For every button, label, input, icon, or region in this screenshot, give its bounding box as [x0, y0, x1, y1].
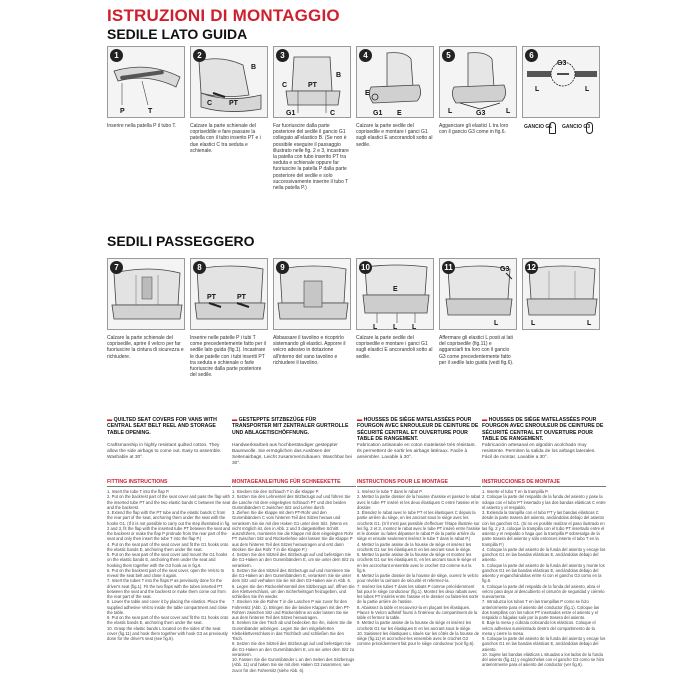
instruction-step: 3. Extend the flap with the PT tube and the elastic bands C from the rear part of the seat, anchoring them under the seat with the hooks G1. (If it is not possible to carry out the step illustrated in fig. 2 and 3, fit the flap with the inserted tube PT between the seat and the backrest or make the flap P protrude from the rear part of the seat and only then insert the tube T into the flap P.) — [107, 510, 231, 542]
instruction-step: 10. Grasp the elastic bands L located on the sides of the seat cover (fig.11) and hook them together with hook G3 as previously done for the driver's seat (see fig.6). — [107, 625, 228, 641]
product-title-es: ▬ HOUSSES DE SIÈGE MATELASSÉES POUR FOURGON AVEC ENROULEUR DE CEINTURE DE SÉCURITÉ CENTRAL ET OUVERTURE POUR TABLE DE RANGEMENT. — [482, 417, 604, 442]
instruction-step: 4. Coloque la parte del asiento de la funda del asiento y encaje los ganchos G1 en las bandas elásticas E, anclándolas debajo del asiento. — [482, 546, 606, 563]
instruction-step: 8. Lower the table and cover it by placing the elastics. Place the supplied adhesive Velcro inside the table compartment and close the table. — [107, 599, 228, 615]
instruction-step: 3. Ziehen Sie die Klappe mit dem PT-Rohr und den Gummibändern C vom hinteren Teil des Sitzes heraus und verankern Sie sie mit den Haken G1 unter dem Sitz. (Wenn es nicht möglich ist, den in Abb. 2 und 3 dargestellten Schritt auszuführen, montieren Sie die Klappe mit dem eingelegten Rohr PT zwischen Sitz und Rückenlehne oder lassen Sie die Klappe P aus dem hinteren Teil des Sitzes herausragen und erst dann stecken Sie das Rohr T in die Klappe P.) — [232, 510, 354, 552]
step-8-text: Inserire nelle patelle P i tubi T come precedentemente fatto per il sedile lato guida (fig.1). Incastrare le due patelle con i tubi inseriti PT tra seduta e schienale o farle fuoriuscire dalla parte posteriore del sedile. — [190, 335, 266, 379]
instruction-step: 7. Introduzca los tubos T en las trampillas P como se hizo anteriormente para el asiento del conductor (fig.1). Coloque las dos trampillas con los tubos PT insertados entre el asiento y el respaldo o hágalas salir por la parte trasera del asiento. — [482, 599, 600, 620]
step-4-text: Calzare la parte sedile del coprisedile e montare i ganci G1 sugli elastici E ancorandoli sotto al sedile. — [356, 123, 433, 148]
label-l: L — [448, 108, 453, 115]
hook-g3-icon — [586, 122, 593, 134]
instructions-body-en — [107, 489, 231, 697]
step-number: 7 — [110, 261, 123, 274]
instruction-step: 2. Put on the backrest part of the seat cover and pass the flap with the inserted tube PT and the two elastic bands C between the seat and the backrest. — [107, 494, 231, 510]
step-number: 8 — [193, 261, 206, 274]
step-7-illustration — [107, 258, 185, 330]
product-title-en: ▬ QUILTED SEAT COVERS FOR VANS WITH CENTRAL SEAT BELT REEL AND STORAGE TABLE OPENING. — [107, 417, 217, 436]
instruction-step: 2. Mettez la partie dossier de la housse d'assise et passez le rabat avec le tube PT inséré et les deux élastiques C entre l'assise et le dossier. — [357, 494, 481, 510]
step-11-text: Affermare gli elastici L posti ai lati del coprisedile (fig.11) e agganciarli tra loro con il gancio G3 come precedentemente fatto per il sedile lato guida (vedi fig.6). — [439, 335, 514, 366]
instruction-step: 8. Baje la mesa y cúbrala colocando los elásticos. Coloque el velcro adhesivo suministrado dentro del compartimento de la mesa y cierre la mesa. — [482, 620, 596, 636]
instructions-title-es: INSTRUCCIONES DE MONTAJE — [482, 479, 606, 487]
step-10-illustration — [356, 258, 434, 330]
hook-g1-icon — [549, 122, 556, 134]
label-e: E — [397, 110, 402, 117]
label-t: T — [148, 108, 153, 115]
instruction-step: 5. Coloque la parte del asiento de la funda del asiento y monte los ganchos G1 en las bandas elásticas E, anclándolas debajo del asiento y enganchándolas entre sí con el gancho G3 como en la fig.6. — [482, 562, 605, 584]
step-number: 6 — [525, 49, 538, 62]
instruction-step: 5. Mettez la partie assise de la housse de siège et montez les crochets G1 sur les élastiques E, en les ancrant sous le siège et en les accrochant ensemble avec le crochet G3 comme sur la fig.6. — [357, 552, 476, 573]
section-title-driver-seat: SEDILE LATO GUIDA — [107, 26, 248, 42]
step-11-illustration — [439, 258, 517, 330]
product-intro-en: Craftsmanship in highly resistant quilted cotton. They allow the side airbags to come out. Easy to assemble. Washable at 30°. — [107, 443, 222, 460]
step-4-illustration — [356, 46, 434, 118]
instruction-step: 10. Saisissez les élastiques L situés sur les côtés de la housse de siège (fig.11) et accrochez-les ensemble avec le crochet G3 comme précédemment fait pour le siège conducteur (voir fig.6). — [357, 630, 480, 647]
label-c: C — [330, 110, 336, 117]
instruction-step: 7. Stecken Sie die Rohre T in die Laschen P wie zuvor für den Fahrersitz (Abb. 1). Bringen Sie die beiden Klappen mit den PT-Rohren zwischen Sitz und Rückenlehne an oder lassen Sie sie aus dem hinteren Teil des Sitzes herausragen. — [232, 599, 351, 620]
product-title-fr: ▬ HOUSSES DE SIÈGE MATELASSÉES POUR FOURGON AVEC ENROULEUR DE CEINTURE DE SÉCURITÉ CENTRAL ET OUVERTURE POUR TABLE DE RANGEMENT. — [357, 417, 479, 442]
instruction-step: 6. Legen Sie den Rückenlehnenteil des Sitzbezugs auf, öffnen Sie den Klettverschluss, um den Sicherheitsgurt freizugeben, und schließen Sie ihn wieder. — [232, 583, 355, 599]
section-title-passenger-seats: SEDILI PASSEGGERO — [107, 233, 255, 249]
instruction-step: 9. Mettez la partie assise de la housse de siège et insérez les crochets G1 sur les élastiques E en les ancrant sous le siège. — [357, 620, 472, 631]
step-number: 4 — [359, 49, 372, 62]
step-5-text: Agganciare gli elastici L tra loro con il gancio G3 come in fig.6. — [439, 123, 509, 136]
instruction-step: 3. Étendez le rabat avec le tube PT et les élastiques C depuis la partie arrière du siège, en les ancrant sous le siège avec les crochets G1. (S'il n'est pas possible d'effectuer l'étape illustrée sur les fig. 2 et 3, montez le rabat avec le tube PT inséré entre l'assise et le dossier ou faites dépasser le rabat P de la partie arrière du siège et ensuite seulement insérez le tube T dans le rabat P.) — [357, 510, 481, 542]
hook-g1-label: GANCIO G1 — [524, 124, 553, 130]
instructions-body-fr — [357, 489, 481, 697]
step-9-illustration — [273, 258, 351, 330]
step-number: 11 — [442, 261, 455, 274]
label-g3: G3 — [500, 266, 510, 273]
label-b: B — [251, 64, 257, 71]
instruction-step: 4. Put on the seat part of the seat cover and fit the G1 hooks onto the elastic bands E, anchoring them under the seat. — [107, 541, 229, 552]
step-3-illustration — [273, 46, 351, 118]
label-c: C — [207, 100, 213, 107]
step-10-text: Calzare la parte sedile del coprisedile e montare i ganci G1 sugli elastici E ancorandoli sotto al sedile. — [356, 335, 433, 360]
instructions-title-fr: INSTRUCTIONS POUR LE MONTAGE — [357, 479, 481, 487]
instruction-step: 6. Coloque la parte del respaldo de la funda del asiento, abra el velcro para dejar al descubierto el cinturón de seguridad y ciérrelo nuevamente. — [482, 583, 605, 599]
label-pt: PT — [229, 100, 238, 107]
step-2-text: Calzare la parte schienale del copriseddile e fare passare la patella con il tubo inserito PT e i due elastici C tra seduta e schienale. — [190, 123, 261, 154]
step-number: 10 — [359, 261, 372, 274]
label-g3: G3 — [476, 110, 486, 117]
instruction-step: 9. Put on the seat part of the seat cover and fit the G1 hooks onto the elastic bands E, anchoring them under the seat. — [107, 615, 229, 626]
label-l: L — [373, 324, 378, 331]
instruction-step: 7. Insérez les tubes T dans les rabats P comme précédemment fait pour le siège conducteur (fig.1). Montez les deux rabats avec les tubes PT insérés entre l'assise et le dossier ou faites-les sortir de la partie arrière de l'assise. — [357, 583, 479, 605]
label-g3: G3 — [557, 60, 567, 67]
step-9-text: Abbassare il tavolino e ricoprirlo sistemando gli elastici. Apporre il velcro adesivo in dotazione all'interno del vano tavolino e richiudere il tavolino. — [273, 335, 346, 366]
step-3-text: Far fuoriuscire dalla parte posteriore del sedile il gancio G1 collegato all'elastico B. (Se non è possibile eseguire il passaggio illustrato nelle fig. 2 e 3, incastrare la patella con tubo inserito PT tra seduta e schienale oppure far fuoriuscire la patella P dalla parte posteriore del sedile e solo successivamente inserire il tubo T nella patella P.) — [273, 123, 349, 192]
instruction-step: 7. Insert the tubes T into the flaps P as previously done for the driver's seat (fig.1). Fit the two flaps with the tubes inserted PT between the seat and the backrest or make them come out from the rear part of the seat. — [107, 578, 226, 599]
label-pt: PT — [207, 294, 216, 301]
product-intro-fr: Fabrication artisanale en coton matelassé très résistant. Ils permettent de sortir les airbags latéraux. Facile à assembler. Lavable à 30°. — [357, 443, 476, 460]
label-b: B — [336, 72, 342, 79]
label-l: L — [531, 320, 536, 327]
product-title-de: ▬ GESTEPPTE SITZBEZÜGE FÜR TRANSPORTER MIT ZENTRALER GURTROLLE UND ABLAGETISCHÖFFNUNG. — [232, 417, 349, 436]
label-l: L — [412, 324, 417, 331]
step-7-text: Calzare la parte schienale del coprisedile, aprire il velcro per far fuoriuscire la cintura di sicurezza e richiudere. — [107, 335, 184, 360]
page-title: ISTRUZIONI DI MONTAGGIO — [107, 6, 340, 25]
step-6-illustration — [522, 46, 600, 118]
label-p: P — [120, 108, 125, 115]
instruction-step: 2. Setzen Sie den Lehnenteil des Sitzbezugs auf und führen Sie die Lasche mit dem eingelegten Schlauch PT und den beiden Gummibändern C zwischen Sitz und Lehne durch. — [232, 494, 351, 510]
instruction-step: 8. Senken Sie den Tisch ab und bedecken Sie ihn, indem Sie die Gummibänder anbringen. Legen Sie den mitgelieferten Klebeklettverschluss in das Tischfach und schließen Sie den Tisch. — [232, 620, 353, 641]
label-l: L — [494, 320, 499, 327]
instruction-step: 5. Put on the seat part of the seat cover and mount the G1 hooks on the elastic bands E, anchoring them under the seat and hooking them together with the G3 hook as in fig.6. — [107, 552, 228, 568]
instruction-step: 10. Sujete las bandas elásticas L situadas a los lados de la funda del asiento (fig.11) y engánchelas con el gancho G3 como se hizo anteriormente para el asiento del conductor (ver fig.6). — [482, 651, 605, 668]
step-number: 12 — [525, 261, 538, 274]
step-8-illustration — [190, 258, 268, 330]
instruction-step: 4. Mettez la partie assise de la housse de siège et insérez les crochets G1 sur les élastiques E en les ancrant sous le siège. — [357, 541, 472, 552]
instruction-step: 8. Abaissez la table et recouvrez-la en plaçant les élastiques. Placez le Velcro adhésif fourni à l'intérieur du compartiment de la table et fermez la table. — [357, 604, 478, 620]
instruction-step: 4. Setzen Sie den Sitzteil des Sitzbezugs auf und befestigen Sie die G1-Haken an den Gummibändern E, um sie unter dem Sitz zu verankern. — [232, 552, 355, 568]
instructions-body-es — [482, 489, 606, 697]
instruction-step: 9. Setzen Sie den Sitzteil des Sitzbezugs auf und befestigen Sie die G1-Haken an den Gummibändern E, um sie unter dem Sitz zu verankern. — [232, 641, 355, 657]
step-number: 1 — [110, 49, 123, 62]
product-intro-es: Fabricación artesanal en algodón acolchado muy resistente. Permiten la salida de los airbags laterales. Fácil de montar. Lavable a 30°. — [482, 443, 596, 460]
step-number: 9 — [276, 261, 289, 274]
instruction-step: 3. Extienda la trampilla con el tubo PT y las bandas elásticas C desde la parte trasera del asiento, anclándolas debajo del asiento con los ganchos G1. (Si no es posible realizar el paso ilustrado en las fig. 2 y 3, coloque la trampilla con el tubo PT insertado entre el asiento y el respaldo o haga que la trampilla P sobresalga de la parte trasera del asiento y sólo entonces inserte el tubo T en la trampilla P.) — [482, 510, 605, 547]
product-intro-de: Handwerksarbeit aus hochbeständiger gesteppter Baumwolle. Sie ermöglichen das Auslösen der Seitenairbags. Leicht zusammenzubauen. Waschbar bei 30°. — [232, 443, 352, 466]
instructions-title-en: FITTING INSTRUCTIONS — [107, 479, 231, 487]
instruction-step: 6. Put on the backrest part of the seat cover, open the Velcro to reveal the seat belt and close it again. — [107, 567, 225, 578]
instruction-step: 9. Coloque la parte del asiento de la funda del asiento y encaje los ganchos G1 en las bandas elásticas E, anclándolas debajo del asiento. — [482, 636, 606, 652]
label-pt: PT — [237, 294, 246, 301]
step-number: 3 — [276, 49, 289, 62]
step-12-illustration — [522, 258, 600, 330]
label-e: E — [365, 90, 370, 97]
instruction-step: 6. Mettez la partie dossier de la housse de siège, ouvrez le velcro pour révéler la ceinture de sécurité et refermez-la. — [357, 573, 479, 584]
label-c: C — [282, 82, 288, 89]
instruction-step: 5. Setzen Sie den Sitzteil des Sitzbezugs auf und montieren Sie die G1-Haken an den Gummibändern E, verankern Sie sie unter dem Sitz und verhaken Sie sie mit dem G3-Haken wie in Abb. 6. — [232, 567, 352, 584]
label-l: L — [535, 86, 540, 93]
label-l: L — [585, 86, 590, 93]
label-g1: G1 — [373, 110, 383, 117]
label-e: E — [393, 286, 398, 293]
label-l: L — [393, 324, 398, 331]
label-l: L — [587, 320, 592, 327]
instruction-step: 1. Stecken Sie den Schlauch T in die Klappe P. — [232, 489, 320, 494]
step-2-illustration — [190, 46, 268, 118]
label-pt: PT — [308, 82, 317, 89]
step-1-illustration — [107, 46, 185, 118]
label-g1: G1 — [286, 110, 296, 117]
hook-g3-label: GANCIO G3 — [562, 124, 591, 130]
instruction-step: 1. Insérez le tube T dans le rabat P. — [357, 489, 423, 494]
step-number: 2 — [193, 49, 206, 62]
instruction-step: 2. Coloque la parte del respaldo de la funda del asiento y pase la solapa con el tubo PT insertado y las dos bandas elásticas C entre el asiento y el respaldo. — [482, 494, 606, 510]
step-1-text: Inserire nella patella P il tubo T. — [107, 123, 177, 129]
instructions-body-de — [232, 489, 356, 697]
instruction-step: 10. Fassen Sie die Gummibänder L an den Seiten des Sitzbezugs (Abb. 11) und haken Sie sie mit dem Haken G3 zusammen, wie zuvor für den Fahrersitz (siehe Abb. 6). — [232, 657, 355, 673]
label-l: L — [506, 108, 511, 115]
step-number: 5 — [442, 49, 455, 62]
instruction-step: 1. Insert the tube T into the flap P. — [107, 489, 170, 494]
step-5-illustration — [439, 46, 517, 118]
instruction-step: 1. Inserte el tubo T en la trampilla P. — [482, 489, 549, 494]
instructions-title-de: MONTAGEANLEITUNG FÜR SCHNEEKETTE — [232, 479, 356, 487]
